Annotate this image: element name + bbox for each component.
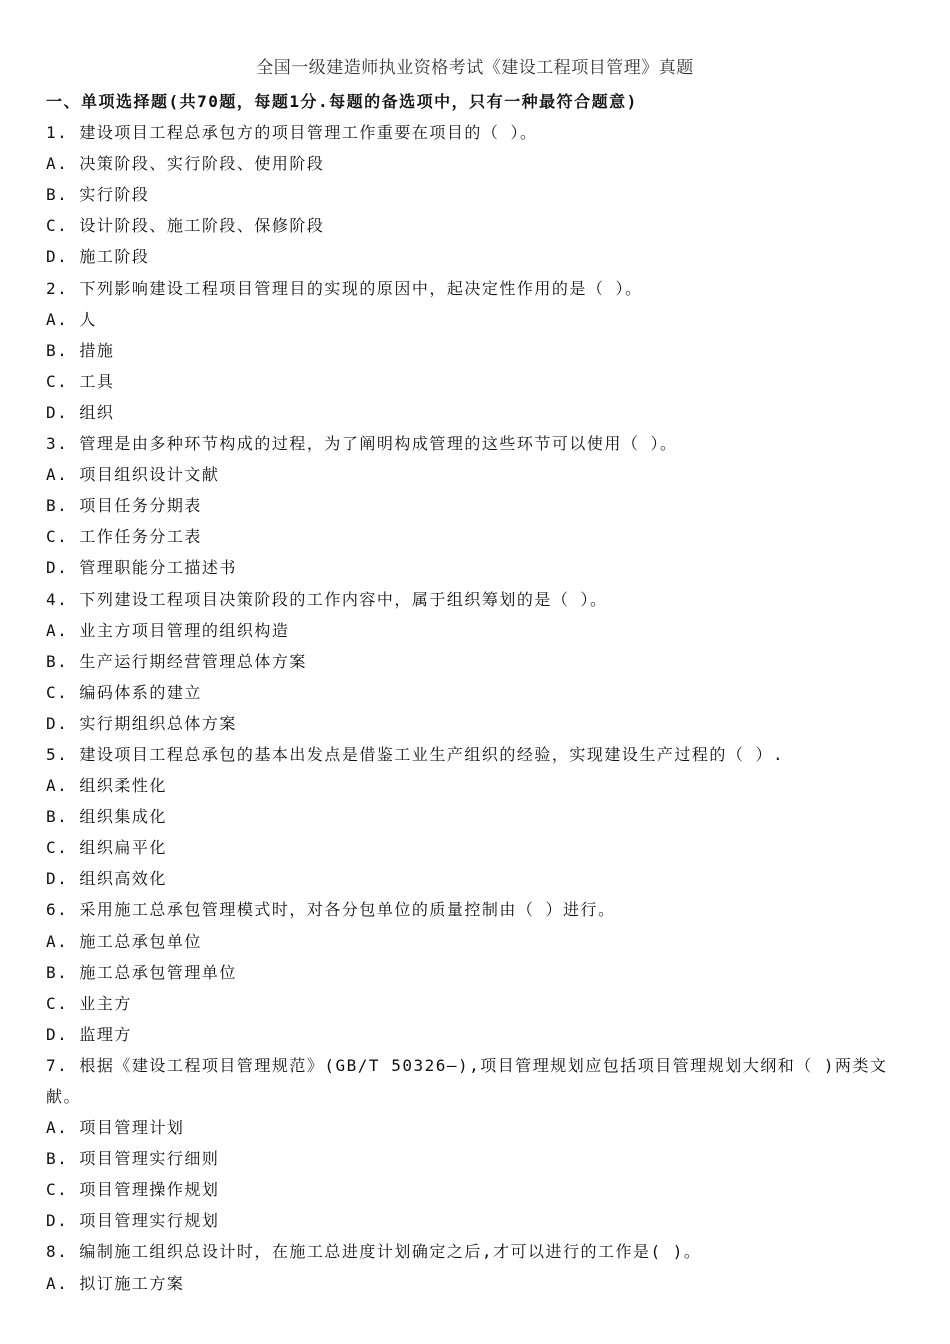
- option-b: B. 生产运行期经营管理总体方案: [46, 651, 307, 671]
- question-4: [46, 584, 906, 739]
- question-stem: 1. 建设项目工程总承包方的项目管理工作重要在项目的（ ）。: [46, 123, 538, 143]
- option-c: C. 设计阶段、施工阶段、保修阶段: [46, 216, 325, 236]
- option-c: C. 编码体系的建立: [46, 682, 202, 702]
- option-b: B. 措施: [46, 340, 115, 360]
- question-3: [46, 428, 906, 583]
- option-d: D. 项目管理实行规划: [46, 1211, 220, 1231]
- document-title: 全国一级建造师执业资格考试《建设工程项目管理》真题: [256, 58, 694, 78]
- option-c: C. 业主方: [46, 993, 132, 1013]
- option-a: A. 决策阶段、实行阶段、使用阶段: [46, 154, 325, 174]
- question-stem: 6. 采用施工总承包管理模式时，对各分包单位的质量控制由（ ）进行。: [46, 900, 616, 920]
- option-d: D. 实行期组织总体方案: [46, 713, 237, 733]
- question-6: [46, 894, 906, 1049]
- option-a: A. 拟订施工方案: [46, 1273, 185, 1293]
- option-b: B. 项目任务分期表: [46, 496, 202, 516]
- question-stem: 3. 管理是由多种环节构成的过程，为了阐明构成管理的这些环节可以使用（ ）。: [46, 434, 678, 454]
- option-a: A. 业主方项目管理的组织构造: [46, 620, 290, 640]
- option-a: A. 项目管理计划: [46, 1118, 185, 1138]
- option-a: A. 组织柔性化: [46, 776, 167, 796]
- option-a: A. 项目组织设计文献: [46, 465, 220, 485]
- option-d: D. 组织高效化: [46, 869, 167, 889]
- question-stem: 5. 建设项目工程总承包的基本出发点是借鉴工业生产组织的经验，实现建设生产过程的（ ）.: [46, 744, 785, 764]
- option-a: A. 人: [46, 309, 97, 329]
- option-c: C. 组织扁平化: [46, 838, 167, 858]
- question-1: [46, 117, 906, 272]
- option-b: B. 组织集成化: [46, 807, 167, 827]
- option-c: C. 工具: [46, 371, 115, 391]
- question-stem: 7. 根据《建设工程项目管理规范》(GB/T 50326—),项目管理规划应包括项目管理规划大纲和（ )两类文献。: [46, 1055, 888, 1106]
- option-c: C. 工作任务分工表: [46, 527, 202, 547]
- question-list: [46, 86, 906, 1299]
- question-stem: 4. 下列建设工程项目决策阶段的工作内容中，属于组织筹划的是（ ）。: [46, 589, 608, 609]
- question-stem: 2. 下列影响建设工程项目管理目的实现的原因中，起决定性作用的是（ ）。: [46, 278, 643, 298]
- question-stem: 8. 编制施工组织总设计时，在施工总进度计划确定之后,才可以进行的工作是( )。: [46, 1242, 702, 1262]
- option-d: D. 管理职能分工描述书: [46, 558, 237, 578]
- option-b: B. 施工总承包管理单位: [46, 962, 237, 982]
- option-d: D. 组织: [46, 402, 115, 422]
- question-2: [46, 273, 906, 428]
- option-b: B. 项目管理实行细则: [46, 1149, 220, 1169]
- section-heading: 一、单项选择题(共70题，每题1分.每题的备选项中，只有一种最符合题意): [46, 92, 638, 111]
- option-a: A. 施工总承包单位: [46, 931, 202, 951]
- question-8: [46, 1236, 906, 1298]
- question-5: [46, 739, 906, 894]
- option-b: B. 实行阶段: [46, 185, 150, 205]
- question-7: [46, 1050, 906, 1237]
- option-d: D. 施工阶段: [46, 247, 150, 267]
- option-c: C. 项目管理操作规划: [46, 1180, 220, 1200]
- option-d: D. 监理方: [46, 1024, 132, 1044]
